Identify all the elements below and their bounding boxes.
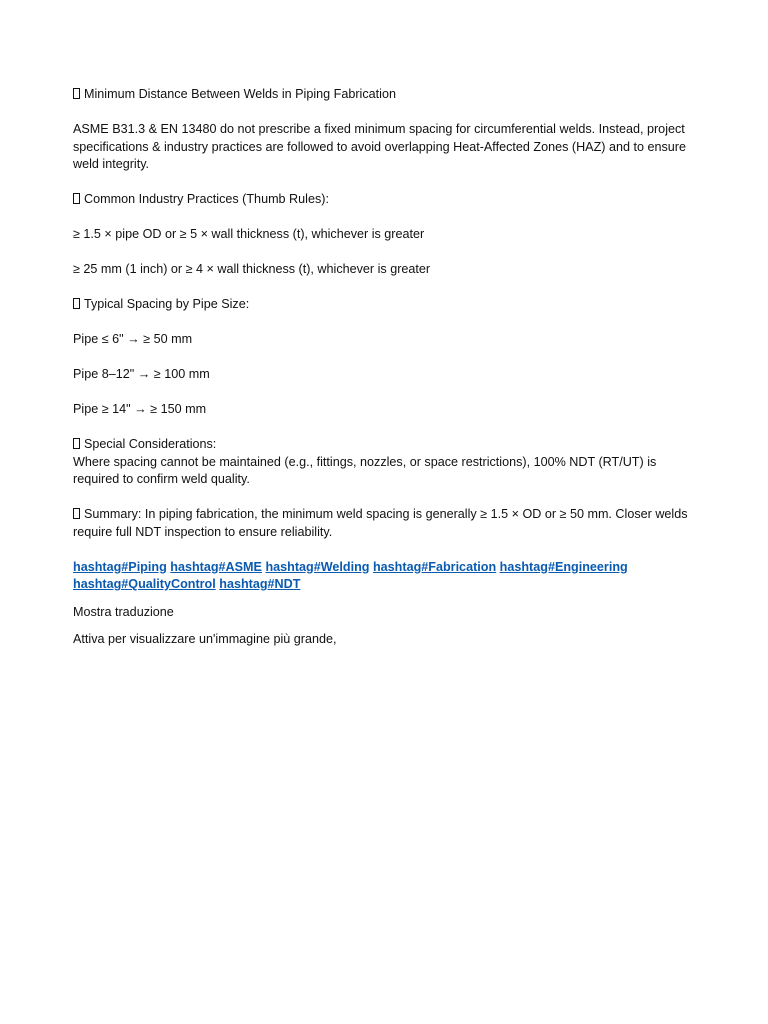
spacer [73,314,692,332]
missing-emoji-icon [73,193,80,204]
post-title [73,86,692,104]
spacer [73,489,692,507]
special-heading [73,436,692,454]
missing-emoji-icon [73,88,80,99]
spacer [73,279,692,297]
rule-1: ≥ 1.5 × pipe OD or ≥ 5 × wall thickness (t), whichever is greater [73,227,425,241]
image-hint: Attiva per visualizzare un'immagine più grande, [73,632,337,646]
special-heading-text: Special Considerations: [84,437,217,451]
post-title-text: Minimum Distance Between Welds in Piping Fabrication [84,87,396,101]
spacer [73,419,692,437]
spacer [73,244,692,262]
missing-emoji-icon [73,438,80,449]
spacing-1: Pipe ≤ 6" → ≥ 50 mm [73,332,193,346]
missing-emoji-icon [73,508,80,519]
hashtag-ndt-link[interactable]: hashtag#NDT [219,577,301,591]
spacer [73,384,692,402]
missing-emoji-icon [73,298,80,309]
special-text: Where spacing cannot be maintained (e.g., fittings, nozzles, or space restrictions), 100% NDT (RT/UT) is required to confirm weld quality. [73,454,657,486]
hashtag-engineering-link[interactable]: hashtag#Engineering [499,559,628,574]
summary-text: Summary: In piping fabrication, the minimum weld spacing is generally ≥ 1.5 × OD or ≥ 50 mm. Closer welds require full NDT inspection to ensure reliability. [73,507,688,539]
translate-button[interactable]: Mostra traduzione [73,604,174,619]
rule-2: ≥ 25 mm (1 inch) or ≥ 4 × wall thickness (t), whichever is greater [73,262,431,276]
post-intro: ASME B31.3 & EN 13480 do not prescribe a fixed minimum spacing for circumferential welds. Instead, project specifications & industry practices are followed to avoid overlapping Heat-Affected Zones (HAZ) and to ensure weld integrity. [73,122,686,171]
spacing-heading [73,296,692,314]
summary [73,506,692,541]
spacer [73,174,692,192]
spacing-3: Pipe ≥ 14" → ≥ 150 mm [73,402,207,416]
hashtag-piping-link[interactable]: hashtag#Piping [73,559,167,574]
spacer [73,541,692,559]
hashtag-fabrication-link[interactable]: hashtag#Fabrication [372,559,497,574]
spacing-heading-text: Typical Spacing by Pipe Size: [84,297,250,311]
spacer [73,349,692,367]
spacer [73,104,692,122]
spacing-2: Pipe 8–12" → ≥ 100 mm [73,367,210,381]
practices-heading [73,191,692,209]
spacer [73,209,692,227]
hashtag-qualitycontrol-link[interactable]: hashtag#QualityControl [73,577,216,591]
hashtag-list [73,559,692,594]
hashtag-asme-link[interactable]: hashtag#ASME [170,559,262,574]
practices-heading-text: Common Industry Practices (Thumb Rules): [84,192,329,206]
hashtag-welding-link[interactable]: hashtag#Welding [265,559,370,574]
